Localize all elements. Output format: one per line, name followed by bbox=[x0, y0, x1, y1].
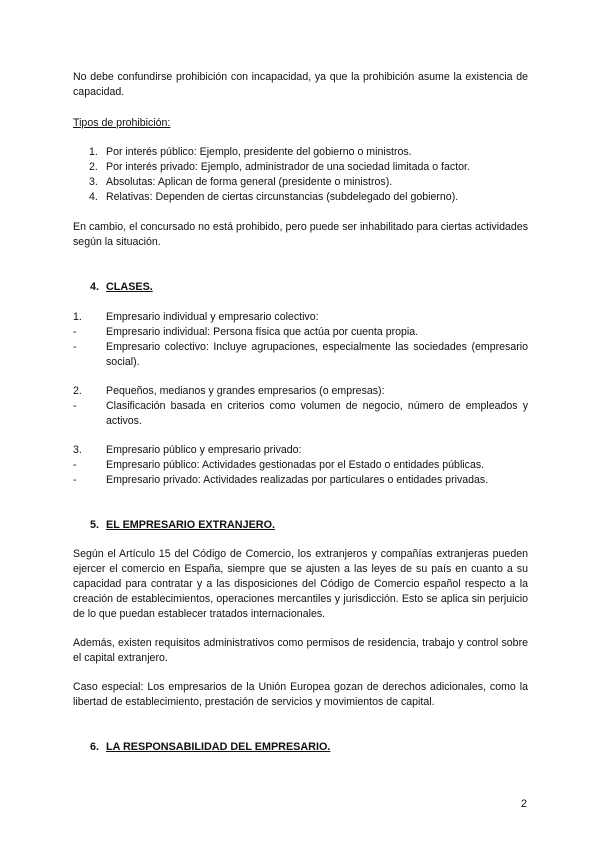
document-page bbox=[73, 70, 528, 755]
list-item: - Empresario privado: Actividades realizadas por particulares o entidades privadas. bbox=[73, 474, 489, 486]
list-item: - Empresario individual: Persona física que actúa por cuenta propia. bbox=[73, 326, 419, 338]
extranjero-paragraph-3: Caso especial: Los empresarios de la Unión Europea gozan de derechos adicionales, como la libertad de establecimiento, prestación de servicios y movimientos de capital. bbox=[73, 681, 528, 708]
group-title: 2. Pequeños, medianos y grandes empresarios (o empresas): bbox=[73, 385, 385, 397]
clases-group-2 bbox=[73, 384, 528, 429]
tipos-list bbox=[73, 145, 528, 205]
group-title: 3. Empresario público y empresario privado: bbox=[73, 444, 302, 456]
section-heading-clases: 4. CLASES. bbox=[90, 281, 153, 293]
list-item: - Empresario colectivo: Incluye agrupaciones, especialmente las sociedades (empresario social). bbox=[73, 341, 528, 368]
list-item: 1. Por interés público: Ejemplo, presidente del gobierno o ministros. bbox=[89, 146, 412, 158]
list-item: 4. Relativas: Dependen de ciertas circunstancias (subdelegado del gobierno). bbox=[89, 191, 459, 203]
extranjero-paragraph-1: Según el Artículo 15 del Código de Comercio, los extranjeros y compañías extranjeras pueden ejercer el comercio en España, siempre que se ajusten a las leyes de su país en cuanto a su capacidad para contratar y a las disposiciones del Código de Comercio español respecto a la creación de establecimientos, operaciones mercantiles y jurisdicción. Esto se aplica sin perjuicio de lo que puedan establecer tratados internacionales. bbox=[73, 548, 528, 620]
extranjero-paragraph-2: Además, existen requisitos administrativos como permisos de residencia, trabajo y control sobre el capital extranjero. bbox=[73, 637, 528, 664]
list-item: - Empresario público: Actividades gestionadas por el Estado o entidades públicas. bbox=[73, 459, 485, 471]
clases-group-1 bbox=[73, 310, 528, 370]
tipos-label: Tipos de prohibición: bbox=[73, 117, 171, 129]
list-item: 2. Por interés privado: Ejemplo, administrador de una sociedad limitada o factor. bbox=[89, 161, 470, 173]
clases-group-3 bbox=[73, 443, 528, 488]
list-item: 3. Absolutas: Aplican de forma general (presidente o ministros). bbox=[89, 176, 393, 188]
intro-paragraph: No debe confundirse prohibición con incapacidad, ya que la prohibición asume la existencia de capacidad. bbox=[73, 71, 528, 98]
page-number: 2 bbox=[520, 798, 527, 810]
section-heading-extranjero: 5. EL EMPRESARIO EXTRANJERO. bbox=[90, 519, 275, 531]
group-title: 1. Empresario individual y empresario colectivo: bbox=[73, 311, 319, 323]
section-heading-responsabilidad: 6. LA RESPONSABILIDAD DEL EMPRESARIO. bbox=[90, 741, 331, 753]
concursado-paragraph: En cambio, el concursado no está prohibido, pero puede ser inhabilitado para ciertas actividades según la situación. bbox=[73, 221, 528, 248]
list-item: - Clasificación basada en criterios como volumen de negocio, número de empleados y activos. bbox=[73, 400, 528, 427]
